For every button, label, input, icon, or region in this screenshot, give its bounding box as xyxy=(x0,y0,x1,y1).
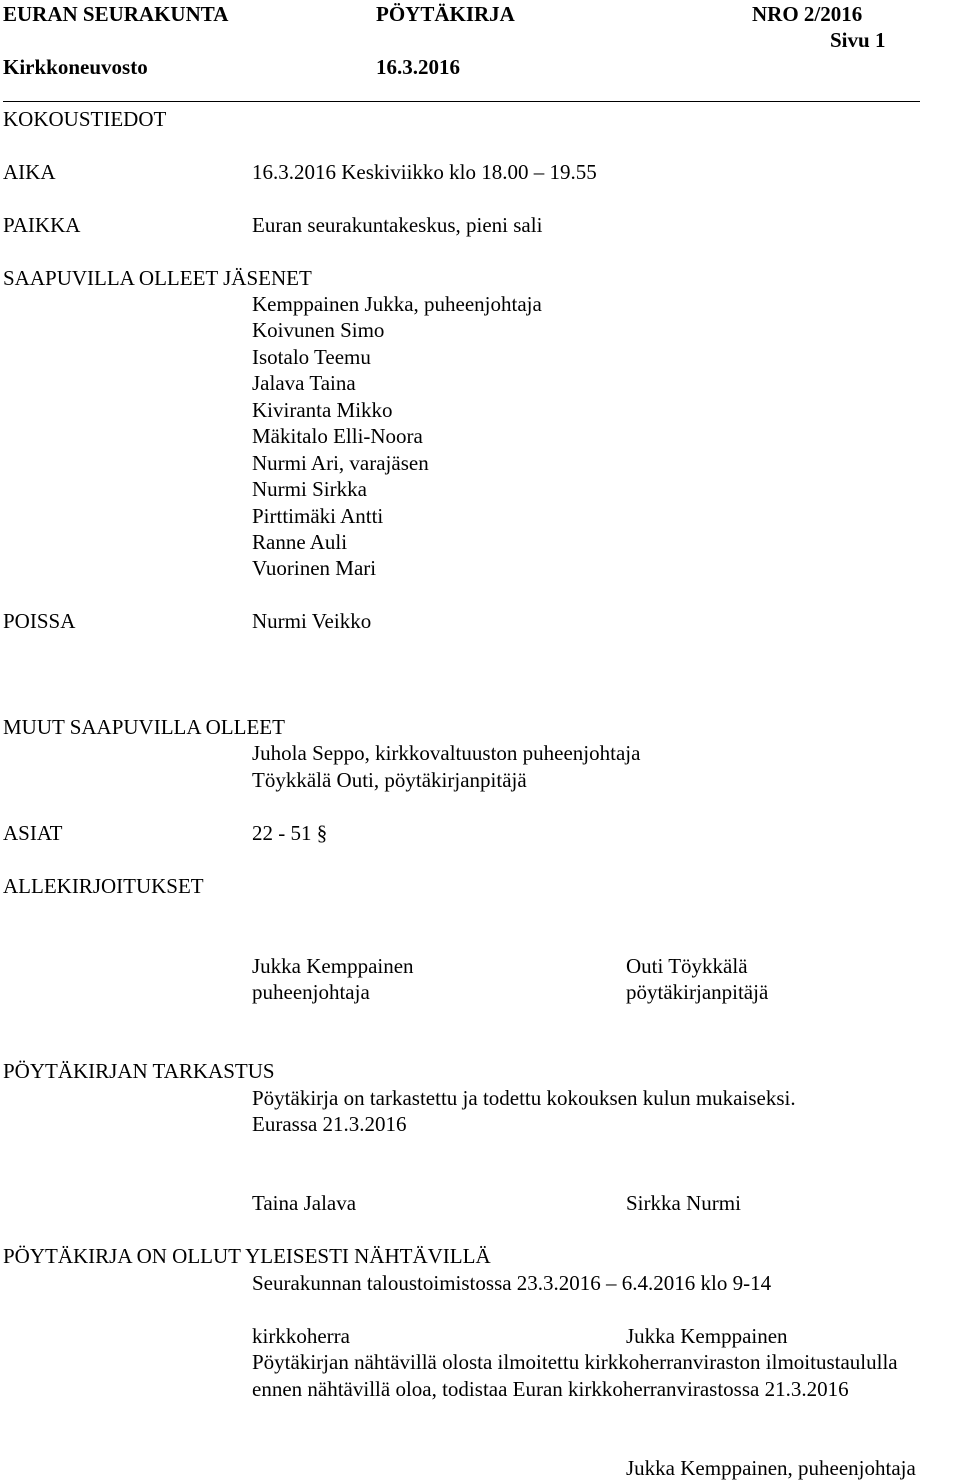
public-display-note-line-2: ennen nähtävillä oloa, todistaa Euran kirkkoherranvirastossa 21.3.2016 xyxy=(252,1377,849,1401)
signature-chair-name: Jukka Kemppainen xyxy=(252,954,414,978)
review-label: PÖYTÄKIRJAN TARKASTUS xyxy=(3,1059,275,1083)
member-item: Nurmi Ari, varajäsen xyxy=(252,451,429,475)
member-item: Kiviranta Mikko xyxy=(252,398,393,422)
signature-secretary-name: Outi Töykkälä xyxy=(626,954,748,978)
time-label: AIKA xyxy=(3,160,56,184)
place-value: Euran seurakuntakeskus, pieni sali xyxy=(252,213,543,237)
member-item: Isotalo Teemu xyxy=(252,345,371,369)
header-rule xyxy=(3,101,920,102)
governing-body: Kirkkoneuvosto xyxy=(3,55,148,79)
matters-label: ASIAT xyxy=(3,821,63,845)
document-number: NRO 2/2016 xyxy=(752,2,863,26)
member-item: Kemppainen Jukka, puheenjohtaja xyxy=(252,292,542,316)
review-text: Pöytäkirja on tarkastettu ja todettu kokouksen kulun mukaiseksi. xyxy=(252,1086,796,1110)
member-item: Jalava Taina xyxy=(252,371,356,395)
public-display-name: Jukka Kemppainen xyxy=(626,1324,788,1348)
absent-member: Nurmi Veikko xyxy=(252,609,372,633)
public-display-note-line-1: Pöytäkirjan nähtävillä olosta ilmoitettu kirkkoherranviraston ilmoitustaululla xyxy=(252,1350,898,1374)
document-type: PÖYTÄKIRJA xyxy=(376,2,515,26)
page-number: Sivu 1 xyxy=(830,28,886,52)
members-label: SAAPUVILLA OLLEET JÄSENET xyxy=(3,266,312,290)
reviewer-1: Taina Jalava xyxy=(252,1191,357,1215)
public-display-role: kirkkoherra xyxy=(252,1324,350,1348)
member-item: Nurmi Sirkka xyxy=(252,477,367,501)
absent-label: POISSA xyxy=(3,609,76,633)
review-place-date: Eurassa 21.3.2016 xyxy=(252,1112,407,1136)
member-item: Mäkitalo Elli-Noora xyxy=(252,424,423,448)
public-display-location: Seurakunnan taloustoimistossa 23.3.2016 – 6.4.2016 klo 9-14 xyxy=(252,1271,772,1295)
time-value: 16.3.2016 Keskiviikko klo 18.00 – 19.55 xyxy=(252,160,597,184)
section-title-meeting-info: KOKOUSTIEDOT xyxy=(3,107,167,131)
meeting-date: 16.3.2016 xyxy=(376,55,460,79)
others-label: MUUT SAAPUVILLA OLLEET xyxy=(3,715,285,739)
signatures-label: ALLEKIRJOITUKSET xyxy=(3,874,204,898)
member-item: Koivunen Simo xyxy=(252,318,385,342)
matters-value: 22 - 51 § xyxy=(252,821,328,845)
member-item: Pirttimäki Antti xyxy=(252,504,384,528)
signature-chair-role: puheenjohtaja xyxy=(252,980,370,1004)
other-attendee: Töykkälä Outi, pöytäkirjanpitäjä xyxy=(252,768,527,792)
public-display-label: PÖYTÄKIRJA ON OLLUT YLEISESTI NÄHTÄVILLÄ xyxy=(3,1244,491,1268)
member-item: Vuorinen Mari xyxy=(252,556,377,580)
final-signature: Jukka Kemppainen, puheenjohtaja xyxy=(626,1456,916,1480)
signature-secretary-role: pöytäkirjanpitäjä xyxy=(626,980,769,1004)
other-attendee: Juhola Seppo, kirkkovaltuuston puheenjohtaja xyxy=(252,741,641,765)
place-label: PAIKKA xyxy=(3,213,81,237)
org-name: EURAN SEURAKUNTA xyxy=(3,2,229,26)
reviewer-2: Sirkka Nurmi xyxy=(626,1191,741,1215)
member-item: Ranne Auli xyxy=(252,530,348,554)
